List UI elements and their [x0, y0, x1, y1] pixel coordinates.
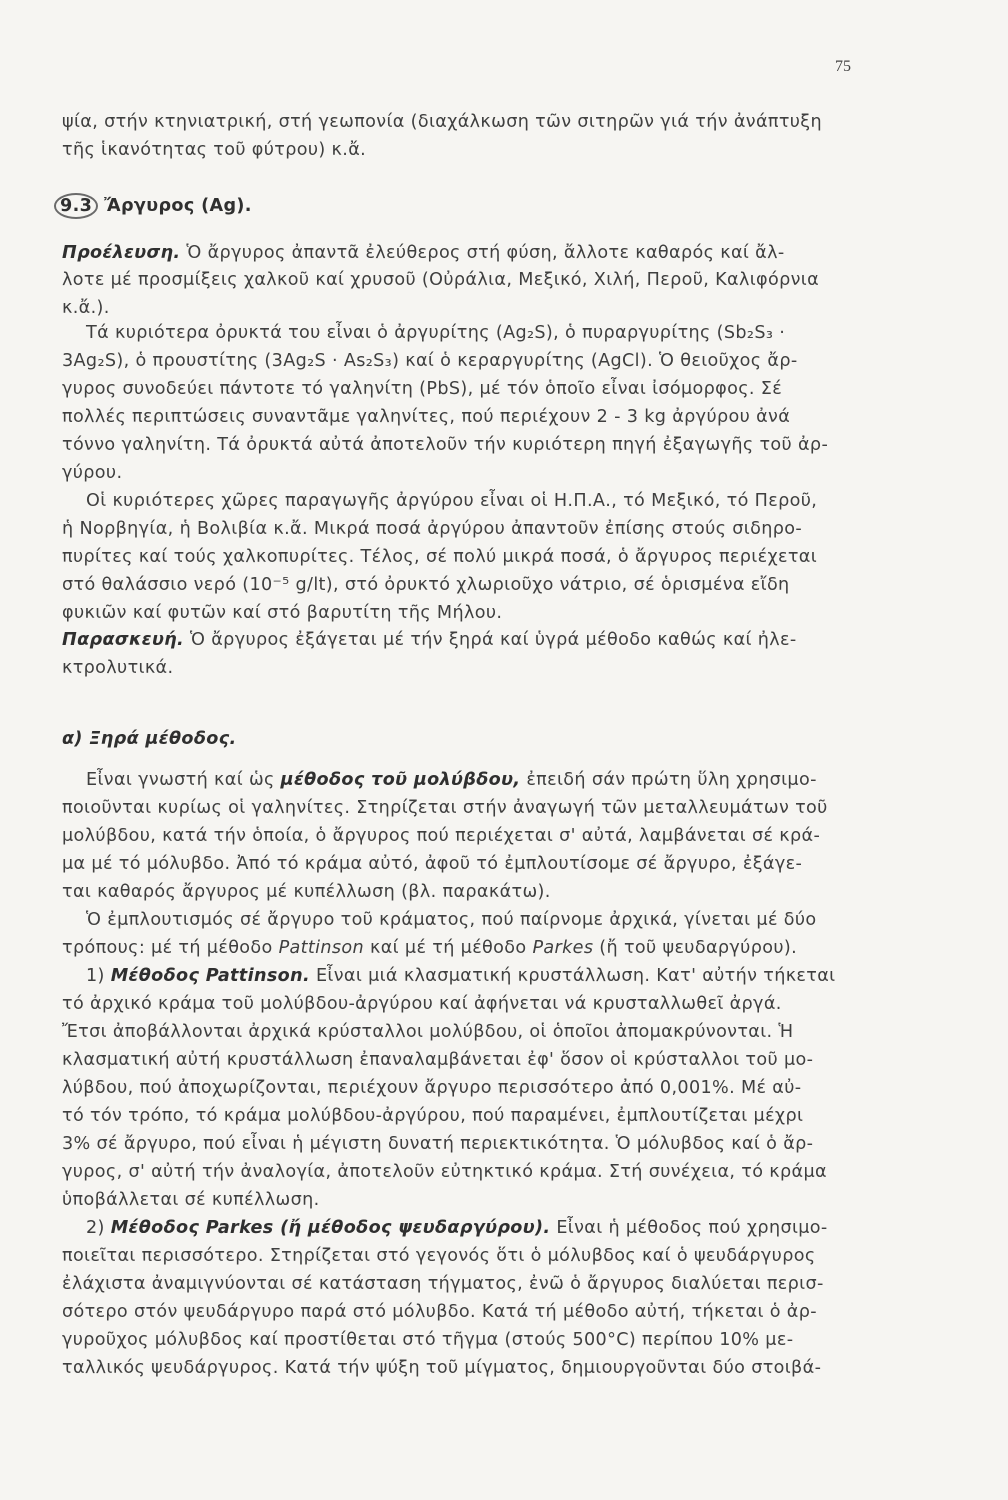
text-line: μολύβδου, κατά τήν ὁποία, ὁ ἄργυρος πού περιέχεται σ' αὐτά, λαμβάνεται σέ κρά- — [62, 826, 821, 846]
text-line: ἐλάχιστα ἀναμιγνύονται σέ κατάσταση τήγματος, ἐνῶ ὁ ἄργυρος διαλύεται περισ- — [62, 1274, 824, 1294]
text-span: (ἤ τοῦ ψευδαργύρου). — [593, 938, 798, 958]
subsection-heading — [62, 729, 237, 757]
section-number: 9.3 — [54, 193, 98, 219]
text-line: ἡ Νορβηγία, ἡ Βολιβία κ.ἄ. Μικρά ποσά ἀργύρου ἀπαντοῦν ἐπίσης στούς σιδηρο- — [62, 519, 803, 539]
text-line: κλασματική αὐτή κρυστάλλωση ἐπαναλαμβάνεται ἐφ' ὅσον οἱ κρύσταλλοι τοῦ μο- — [62, 1050, 814, 1070]
subsection-title: α) Ξηρά μέθοδος. — [62, 729, 237, 749]
text-span: Ὁ ἄργυρος ἐξάγεται μέ τήν ξηρά καί ὑγρά μέθοδο καθώς καί ἠλε- — [184, 630, 797, 650]
section-heading — [62, 193, 252, 221]
text-line: ψία, στήν κτηνιατρική, στή γεωπονία (διαχάλκωση τῶν σιτηρῶν γιά τήν ἀνάπτυξη — [62, 112, 822, 132]
text-line — [62, 630, 797, 658]
text-span: Εἶναι μιά κλασματική κρυστάλλωση. Κατ' αὐτήν τήκεται — [310, 966, 836, 986]
text-line: τό τόν τρόπο, τό κράμα μολύβδου-ἀργύρου, πού παραμένει, ἐμπλουτίζεται μέχρι — [62, 1106, 804, 1126]
text-line: ποιοῦνται κυρίως οἱ γαληνίτες. Στηρίζεται στήν ἀναγωγή τῶν μεταλλευμάτων τοῦ — [62, 798, 828, 818]
text-span: τρόπους: μέ τή μέθοδο — [62, 938, 279, 958]
text-line: φυκιῶν καί φυτῶν καί στό βαρυτίτη τῆς Μήλου. — [62, 603, 503, 623]
text-line: λοτε μέ προσμίξεις χαλκοῦ καί χρυσοῦ (Οὐράλια, Μεξικό, Χιλή, Περοῦ, Καλιφόρνια — [62, 270, 820, 290]
lead-method-term: μέθοδος τοῦ μολύβδου, — [280, 770, 521, 790]
text-line: γύρου. — [62, 463, 123, 483]
method-name: Pattinson — [278, 938, 365, 958]
text-span: Εἶναι ἡ μέθοδος πού χρησιμο- — [550, 1218, 828, 1238]
text-line: ταλλικός ψευδάργυρος. Κατά τήν ψύξη τοῦ μίγματος, δημιουργοῦνται δύο στοιβά- — [62, 1358, 822, 1378]
text-line: κτρολυτικά. — [62, 658, 174, 678]
text-line: Τά κυριότερα ὀρυκτά του εἶναι ὁ ἀργυρίτης (Ag₂S), ὁ πυραργυρίτης (Sb₂S₃ · — [86, 323, 786, 343]
text-span: Εἶναι γνωστή καί ὡς — [86, 770, 281, 790]
text-line: κ.ἄ.). — [62, 298, 110, 318]
text-line: 3Ag₂S), ὁ προυστίτης (3Ag₂S · As₂S₃) καί ὁ κεραργυρίτης (AgCl). Ὁ θειοῦχος ἄρ- — [62, 351, 798, 371]
text-span: ἐπειδή σάν πρώτη ὕλη χρησιμο- — [520, 770, 817, 790]
text-line: πολλές περιπτώσεις συναντᾶμε γαληνίτες, πού περιέχουν 2 - 3 kg ἀργύρου ἀνά — [62, 407, 791, 427]
text-line: πυρίτες καί τούς χαλκοπυρίτες. Τέλος, σέ πολύ μικρά ποσά, ὁ ἄργυρος περιέχεται — [62, 547, 818, 567]
text-line: ὑποβάλλεται σέ κυπέλλωση. — [62, 1190, 320, 1210]
text-line: σότερο στόν ψευδάργυρο παρά στό μόλυβδο. Κατά τή μέθοδο αὐτή, τήκεται ὁ ἀρ- — [62, 1302, 817, 1322]
text-line: Ἔτσι ἀποβάλλονται ἀρχικά κρύσταλλοι μολύβδου, οἱ ὁποῖοι ἀπομακρύνονται. Ἡ — [62, 1022, 794, 1042]
text-span: καί μέ τή μέθοδο — [364, 938, 533, 958]
text-line — [62, 243, 785, 271]
text-line — [62, 938, 797, 966]
text-line: τῆς ἱκανότητας τοῦ φύτρου) κ.ἄ. — [62, 140, 367, 160]
text-line: στό θαλάσσιο νερό (10⁻⁵ g/lt), στό ὀρυκτό χλωριοῦχο νάτριο, σέ ὁρισμένα εἴδη — [62, 575, 790, 595]
method-name: Parkes — [532, 938, 594, 958]
prep-label: Παρασκευή. — [62, 630, 185, 650]
text-line: γυρος, σ' αὐτή τήν ἀναλογία, ἀποτελοῦν εὐτηκτικό κράμα. Στή συνέχεια, τό κράμα — [62, 1162, 827, 1182]
text-line: μα μέ τό μόλυβδο. Ἀπό τό κράμα αὐτό, ἀφοῦ τό ἐμπλουτίσομε σέ ἄργυρο, ἐξάγε- — [62, 854, 803, 874]
origin-label: Προέλευση. — [62, 243, 181, 263]
list-number: 2) — [86, 1218, 111, 1238]
text-line: γυρος συνοδεύει πάντοτε τό γαληνίτη (PbS), μέ τόν ὁποῖο εἶναι ἰσόμορφος. Σέ — [62, 379, 783, 399]
parkes-label: Μέθοδος Parkes (ἤ μέθοδος ψευδαργύρου). — [110, 1218, 551, 1238]
text-line: γυροῦχος μόλυβδος καί προστίθεται στό τῆγμα (στούς 500°C) περίπου 10% με- — [62, 1330, 794, 1350]
pattinson-label: Μέθοδος Pattinson. — [110, 966, 310, 986]
text-line: τόννο γαληνίτη. Τά ὀρυκτά αὐτά ἀποτελοῦν τήν κυριότερη πηγή ἐξαγωγῆς τοῦ ἀρ- — [62, 435, 829, 455]
list-number: 1) — [86, 966, 111, 986]
text-line: ποιεῖται περισσότερο. Στηρίζεται στό γεγονός ὅτι ὁ μόλυβδος καί ὁ ψευδάργυρος — [62, 1246, 816, 1266]
text-line: Ὁ ἐμπλουτισμός σέ ἄργυρο τοῦ κράματος, πού παίρνομε ἀρχικά, γίνεται μέ δύο — [86, 910, 817, 930]
page-number: 75 — [835, 58, 851, 75]
text-line — [86, 966, 835, 994]
text-span: Ὁ ἄργυρος ἀπαντᾶ ἐλεύθερος στή φύση, ἄλλοτε καθαρός καί ἄλ- — [180, 243, 785, 263]
text-line — [86, 1218, 828, 1246]
text-line — [86, 770, 817, 798]
text-line: 3% σέ ἄργυρο, πού εἶναι ἡ μέγιστη δυνατή περιεκτικότητα. Ὁ μόλυβδος καί ὁ ἄρ- — [62, 1134, 814, 1154]
text-line: ται καθαρός ἄργυρος μέ κυπέλλωση (βλ. παρακάτω). — [62, 882, 551, 902]
text-line: τό ἀρχικό κράμα τοῦ μολύβδου-ἀργύρου καί ἀφήνεται νά κρυσταλλωθεῖ ἀργά. — [62, 994, 782, 1014]
text-line: λύβδου, πού ἀποχωρίζονται, περιέχουν ἄργυρο περισσότερο ἀπό 0,001%. Μέ αὐ- — [62, 1078, 802, 1098]
section-title: Ἄργυρος (Ag). — [104, 196, 252, 216]
text-line: Οἱ κυριότερες χῶρες παραγωγῆς ἀργύρου εἶναι οἱ Η.Π.Α., τό Μεξικό, τό Περοῦ, — [86, 491, 818, 511]
